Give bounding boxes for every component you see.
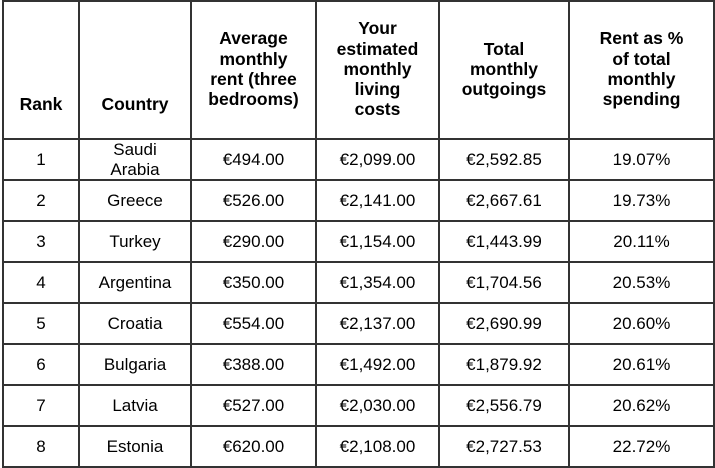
header-line: Total <box>483 38 525 59</box>
cell-country: Bulgaria <box>79 344 191 385</box>
table-body <box>3 139 714 467</box>
header-line: outgoings <box>461 79 547 100</box>
cell-total-outgoings: €1,704.56 <box>439 262 569 303</box>
cell-country: Turkey <box>79 221 191 262</box>
header-line: Your <box>358 18 397 39</box>
table-row <box>3 221 714 262</box>
cell-total-outgoings: €2,667.61 <box>439 180 569 221</box>
column-header-rent-percentage <box>569 1 714 139</box>
cell-rent-percentage: 20.60% <box>569 303 714 344</box>
header-line: living <box>354 79 401 100</box>
table-row <box>3 385 714 426</box>
cell-country <box>79 139 191 180</box>
cell-total-outgoings: €1,443.99 <box>439 221 569 262</box>
header-line: estimated <box>336 38 419 59</box>
column-header-total-outgoings <box>439 1 569 139</box>
table-row <box>3 262 714 303</box>
country-line: Saudi <box>113 140 157 160</box>
cell-rent: €527.00 <box>191 385 316 426</box>
table-row <box>3 344 714 385</box>
column-header-rent <box>191 1 316 139</box>
country-line: Arabia <box>110 159 160 179</box>
cell-country: Estonia <box>79 426 191 467</box>
cell-living-costs: €1,154.00 <box>316 221 439 262</box>
table-row <box>3 303 714 344</box>
header-line: Country <box>101 93 169 114</box>
cell-rent-percentage: 19.07% <box>569 139 714 180</box>
cell-living-costs: €2,030.00 <box>316 385 439 426</box>
cell-rank: 5 <box>3 303 79 344</box>
cell-total-outgoings: €1,879.92 <box>439 344 569 385</box>
cell-country: Argentina <box>79 262 191 303</box>
column-header-living-costs <box>316 1 439 139</box>
header-line: monthly <box>607 69 676 89</box>
cell-rent-percentage: 19.73% <box>569 180 714 221</box>
cell-rent-percentage: 20.11% <box>569 221 714 262</box>
cell-rank: 4 <box>3 262 79 303</box>
cell-rank: 7 <box>3 385 79 426</box>
cell-total-outgoings: €2,556.79 <box>439 385 569 426</box>
header-line: costs <box>354 99 401 120</box>
header-line: of total <box>612 48 671 69</box>
cell-total-outgoings: €2,727.53 <box>439 426 569 467</box>
column-header-rank <box>3 1 79 139</box>
cell-rent: €290.00 <box>191 221 316 262</box>
table-row <box>3 139 714 180</box>
cell-living-costs: €1,354.00 <box>316 262 439 303</box>
cell-rent-percentage: 22.72% <box>569 426 714 467</box>
cell-living-costs: €2,137.00 <box>316 303 439 344</box>
cell-rent-percentage: 20.53% <box>569 262 714 303</box>
header-line: monthly <box>219 48 288 69</box>
cell-rent: €554.00 <box>191 303 316 344</box>
header-line: rent (three <box>210 69 297 89</box>
header-line: spending <box>602 89 681 110</box>
header-line: Rank <box>19 93 63 114</box>
cell-rank: 3 <box>3 221 79 262</box>
table-row <box>3 426 714 467</box>
cell-rank: 1 <box>3 139 79 180</box>
cell-country: Croatia <box>79 303 191 344</box>
header-line: bedrooms) <box>208 89 299 110</box>
cell-living-costs: €2,141.00 <box>316 180 439 221</box>
cell-living-costs: €1,492.00 <box>316 344 439 385</box>
cell-rent-percentage: 20.62% <box>569 385 714 426</box>
header-line: Average <box>219 28 288 49</box>
cell-rank: 6 <box>3 344 79 385</box>
cell-total-outgoings: €2,690.99 <box>439 303 569 344</box>
cell-living-costs: €2,099.00 <box>316 139 439 180</box>
column-header-country <box>79 1 191 139</box>
header-line: Rent as % <box>599 28 684 49</box>
cell-country: Latvia <box>79 385 191 426</box>
header-line: monthly <box>469 58 539 79</box>
cell-rent: €620.00 <box>191 426 316 467</box>
cell-rent: €494.00 <box>191 139 316 180</box>
cell-rent-percentage: 20.61% <box>569 344 714 385</box>
cell-living-costs: €2,108.00 <box>316 426 439 467</box>
header-row <box>3 1 714 139</box>
table-row <box>3 180 714 221</box>
cell-country: Greece <box>79 180 191 221</box>
cell-rent: €526.00 <box>191 180 316 221</box>
cell-rank: 8 <box>3 426 79 467</box>
header-line: monthly <box>343 58 412 79</box>
cell-rent: €388.00 <box>191 344 316 385</box>
cell-rent: €350.00 <box>191 262 316 303</box>
cell-total-outgoings: €2,592.85 <box>439 139 569 180</box>
table-header <box>3 1 714 139</box>
cell-rank: 2 <box>3 180 79 221</box>
cost-of-living-table <box>2 0 715 468</box>
